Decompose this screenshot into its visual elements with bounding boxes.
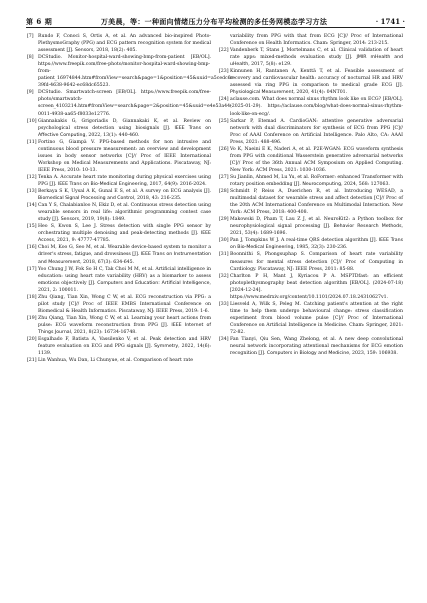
reference-entry [27, 223, 211, 244]
reference-number: [14] [27, 203, 37, 209]
reference-entry [219, 188, 403, 216]
reference-journal: Behavior Research Methods [333, 224, 402, 230]
reference-entry [27, 118, 211, 139]
reference-number: [18] [27, 294, 37, 300]
reference-entry [27, 202, 211, 223]
reference-text: Schmidt P, Reiss A, Duerichen R, et al. Introducing WESAD, a multimodal dataset for wearable stress and affect detection [C]// Proc of the 20th ACM International Conference on Multimodal Interaction. New York: ACM Press, 2018: 400-408. [230, 189, 403, 216]
reference-citation-details: , 2017, 64(9): 2016-2024. [146, 181, 207, 187]
reference-text: Vandenberk T, Stans J, Mortelmans C, et al. Clinical validation of heart rate apps: mixed-methods evaluation study [J]. [230, 48, 403, 61]
reference-entry [219, 301, 403, 336]
reference-entry [27, 174, 211, 188]
reference-text: Choi M, Koo G, Seo M, et al. Wearable device-based system to monitor a driver's stress, fatigue, and drowsiness [J]. [38, 245, 211, 258]
reference-citation-details: , 2019, 19(8): 1849. [79, 217, 126, 223]
running-title: 万美晨，等：一种面向情绪压力分布平均检测的多任务网模态学习方法 [100, 17, 328, 26]
reference-text: Yoo Chung J W, Fok So H C, Tak Choi M M, et al. Artificial intelligence in education: using heart rate variability (HRV) as a biomarker to assess emotions objectively [J]. [38, 266, 211, 286]
reference-text: Boonnithi S, Phongsuphap S. Comparison of heart rate variability measures for mental stress detection [C]// Proc of Computing in Cardiology. Piscataway, NJ: IEEE Press, 2011: 85-88. [230, 252, 403, 272]
reference-text: Berkaya S K, Uysal A K, Gunal E S, et al. A survey on ECG analysis [J]. [38, 189, 211, 195]
reference-entry [27, 139, 211, 174]
reference-number: [9] [27, 90, 34, 96]
reference-number: [30] [219, 238, 229, 244]
reference-text: Zhu Qiang, Tian Xin, Wong C W, et al. ECG reconstruction via PPG: a pilot study [C]// Proc of IEEE EMBS International Conference on Biomedical & Health Informatics. Piscataway, NJ: IEEE Press, 2019: 1-6. [38, 294, 211, 314]
reference-number: [15] [27, 224, 37, 230]
reference-entry [219, 68, 403, 96]
reference-entry [27, 357, 211, 364]
reference-journal: IEEE Access [38, 231, 211, 244]
reference-entry [27, 54, 235, 89]
reference-journal: IEEE Trans on Affective Computing [38, 125, 211, 138]
reference-text: DCStudio. Smartwatch-screen [EB/OL]. https://www.freepik.com/free-photo/smartwatch-screen_4103214.htm#fromView=search&page=2&position=45&uuid=e4e53a44-0011-4938-aa65-f8033e12776. [38, 90, 232, 117]
reference-entry [219, 47, 403, 68]
reference-text: Charlton P H, Mant J, Kyriacou P A. MSPTDfast: an efficient photoplethysmography beat detection algorithm [EB/OL]. (2024-07-18) [2024-12-24]. https://www.medrxiv.org/content/10.1101/2024.07.18.24310627v1. [230, 273, 403, 300]
reference-text: Zhu Qiang, Tian Xin, Wong C W, et al. Learning your heart actions from pulse: ECG waveform reconstruction from PPG [J]. [38, 315, 211, 328]
reference-journal: Neurocomputing [302, 181, 342, 187]
reference-entry [27, 336, 211, 357]
reference-journal: Biomedical Signal Processing and Control [38, 196, 135, 202]
reference-number: [8] [27, 55, 34, 61]
reference-number: [21] [27, 358, 37, 364]
reference-entry [27, 294, 211, 315]
reference-journal: Physiological Measurement [230, 90, 294, 96]
reference-citation-details: , 2020, 41(4): 04NT01. [293, 90, 348, 96]
reference-number: [32] [219, 273, 229, 279]
reference-entry [219, 273, 403, 301]
reference-entry [219, 237, 403, 251]
reference-text: Tenka A. Accurate heart rate monitoring during physical exercises using PPG [J]. [38, 174, 211, 187]
reference-citation-details: , 2021, 8(23): 16734-16748. [70, 329, 137, 335]
reference-entry [219, 336, 403, 357]
reference-number: [33] [219, 301, 229, 307]
reference-citation-details: , 2021, 9: 47777-47785. [53, 238, 111, 244]
reference-entry [27, 244, 211, 265]
reference-citation-details: , 2021, 53(4): 1689-1696. [230, 224, 403, 237]
reference-citation-details: , 2018, 18(2): 405. [93, 48, 137, 54]
reference-number: [26] [219, 146, 229, 152]
reference-number: [28] [219, 189, 229, 195]
reference-citation-details: , 2018, 43: 216-235. [134, 196, 182, 202]
reference-number: [29] [219, 217, 229, 223]
reference-number: [10] [27, 118, 37, 124]
reference-number: [19] [27, 315, 37, 321]
reference-text: Rundo F, Conoci S, Ortis A, et al. An advanced bio-inspired Photo-PlethysmoGraphy (PPG) and ECG pattern recognition system for medical assessment [J]. [38, 34, 211, 54]
reference-citation-details: , 2022, 14(6): 1139. [38, 344, 211, 357]
reference-citation-details: , 2024, 568: 127063. [341, 181, 390, 187]
reference-number: [25] [219, 118, 229, 124]
reference-number: [31] [219, 252, 229, 258]
reference-journal: IEEE Internet of Things Journal [38, 322, 211, 335]
reference-entry [27, 266, 211, 294]
right-column-references [219, 33, 403, 357]
reference-text: Heo S, Kwon S, Lee J. Stress detection with single PPG sensor by orchestrating multiple denoising and peak-detecting methods [J]. [38, 224, 211, 237]
reference-journal: Sensors [60, 217, 80, 223]
reference-text: Sarkar P, Etemad A. CardioGAN: attentive generative adversarial network with dual discriminators for synthesis of ECG from PPG [C]// Proc of AAAI Conference on Artificial Intelligence. Palo Alto, CA: AAAI Press, 2021: 488-496. [230, 118, 403, 145]
reference-text: Can Y S, Chalabianloo N, Ekiz D, et al. Continuous stress detection using wearable sensors in real life: algorithmic programming contest case study [J]. [38, 203, 211, 223]
reference-entry [219, 174, 403, 188]
reference-journal: Sensors [74, 48, 94, 54]
reference-text: Fortino G, Giampà V. PPG-based methods for non intrusive and continuous blood pressure measurement: an overview and development issues in body sensor networks [C]// Proc of IEEE International Workshop on Medical Measurements and Applications. Piscataway, NJ: IEEE Press, 2010: 10-13. [38, 139, 211, 173]
reference-entry [219, 33, 403, 47]
reference-entry [27, 188, 211, 202]
running-header [26, 14, 405, 26]
reference-number: [7] [27, 34, 34, 39]
reference-journal: JMIR mHealth and uHealth [230, 55, 404, 68]
reference-text: variability from PPG with that from ECG [C]// Proc of International Conference on Health Informatics. Cham: Springer, 2014: 213-215. [230, 34, 403, 47]
reference-journal: Computers and Education: Artificial Intelligence [97, 280, 210, 286]
reference-number: [24] [219, 97, 229, 103]
reference-entry [219, 96, 403, 117]
reference-citation-details: , 2023, 159: 106938. [349, 351, 398, 357]
reference-text: Lin Wanhua, Wu Dan, Li Chunyue, et al. Comparison of heart rate [38, 358, 193, 364]
reference-text: Kinnunen H, Rantanen A, Kenttä T, et al. Feasible assessment of recovery and cardiovascular health: accuracy of nocturnal HR and HRV assessed via ring PPG in comparison to medical grade ECG [J]. [230, 69, 403, 89]
reference-entry [27, 315, 211, 336]
reference-journal: IEEE Trans on Bio-Medical Engineering [230, 238, 403, 251]
reference-citation-details: , 2017, 5(8): e129. [248, 62, 292, 68]
reference-number: [27] [219, 174, 229, 180]
reference-number: [17] [27, 266, 37, 272]
reference-citation-details: , 2021, 2: 100011. [38, 280, 211, 293]
reference-text: Vo K, Naeini E K, Naderi A, et al. P2E-WGAN: ECG waveform synthesis from PPG with conditional Wasserstein generative adversarial networks [C]// Proc of the 36th Annual ACM Symposium on Applied Computing. New York: ACM Press, 2021: 1030-1036. [230, 146, 403, 173]
reference-text: Fan Tianyi, Qiu Sen, Wang Zhelong, et al. A new deep convolutional neural network incorporating attentional mechanisms for ECG emotion recognition [J]. [230, 337, 403, 357]
reference-journal: IEEE Trans on Instrumentation and Measurement [38, 252, 211, 265]
reference-number: [13] [27, 189, 37, 195]
reference-entry [219, 118, 403, 146]
reference-entry [27, 33, 211, 54]
reference-journal: Computers in Biology and Medicine [266, 351, 350, 357]
reference-number: [16] [27, 245, 37, 251]
reference-text: Giannakakis G, Grigoriadis D, Giannakaki K, et al. Review on psychological stress detection using biosignals [J]. [38, 118, 211, 131]
reference-text: Esgalhado F, Batista A, Vassilenko V, et al. Peak detection and HRV feature evaluation on ECG and PPG signals [J]. [38, 337, 211, 350]
reference-number: [12] [27, 174, 37, 180]
reference-text: Su Jianlin, Ahmed M, Lu Yu, et al. RoFormer: enhanced Transformer with rotary position embedding [J]. [230, 174, 403, 187]
reference-number: [23] [219, 69, 229, 75]
reference-journal: Symmetry [154, 344, 179, 350]
reference-text: aclause.com. What does normal sinus rhythm look like on ECG? [EB/OL]. (2025-01-29). https://aclause.com/blog/what-does-normal-sinus-rhythm-look-like-on-ecg/. [230, 97, 403, 117]
reference-number: [34] [219, 337, 229, 343]
reference-entry [219, 251, 403, 272]
reference-number: [22] [219, 48, 229, 54]
reference-text: Liesveld A, Wilk S, Peleg M. Catching patient's attention at the right time to help them undergo behavioural change: stress classification experiment from blood volume pulse [C]// Proc of International Conference on Artificial Intelligence in Medicine. Cham: Springer, 2021: 72-82. [230, 301, 403, 335]
reference-number: [20] [27, 337, 37, 343]
reference-text: Makowski D, Pham T, Lau Z J, et al. NeuroKit2: a Python toolbox for neurophysiological signal processing [J]. [230, 217, 403, 230]
header-rule [26, 27, 405, 28]
reference-text: Pan J, Tompkins W J. A real-time QRS detection algorithm [J]. [230, 238, 379, 244]
reference-journal: IEEE Trans on Bio-Medical Engineering [57, 181, 147, 187]
reference-citation-details: , 1985, 32(3): 230-236. [293, 245, 348, 251]
reference-citation-details: , 2018, 67(3): 634-645. [80, 259, 135, 265]
page-number: · 1741 · [375, 17, 405, 26]
issue-number: 第 6 期 [26, 17, 53, 26]
reference-text: DCStudio. Monitor-hospital-ward-showing-bmp-from-patient [EB/OL]. https://www.freepik.com/free-photo/monitor-hospital-ward-showing-bmp-from-patient_16974844.htm#fromView=search&page=1&position=45&uuid=a5cedc6c-39fd-4638-9642-ec68dc65523. [38, 55, 235, 89]
reference-citation-details: , 2022, 13(1): 440-460. [85, 132, 140, 138]
reference-entry [219, 216, 403, 237]
reference-entry [219, 146, 403, 174]
reference-number: [11] [27, 139, 37, 145]
